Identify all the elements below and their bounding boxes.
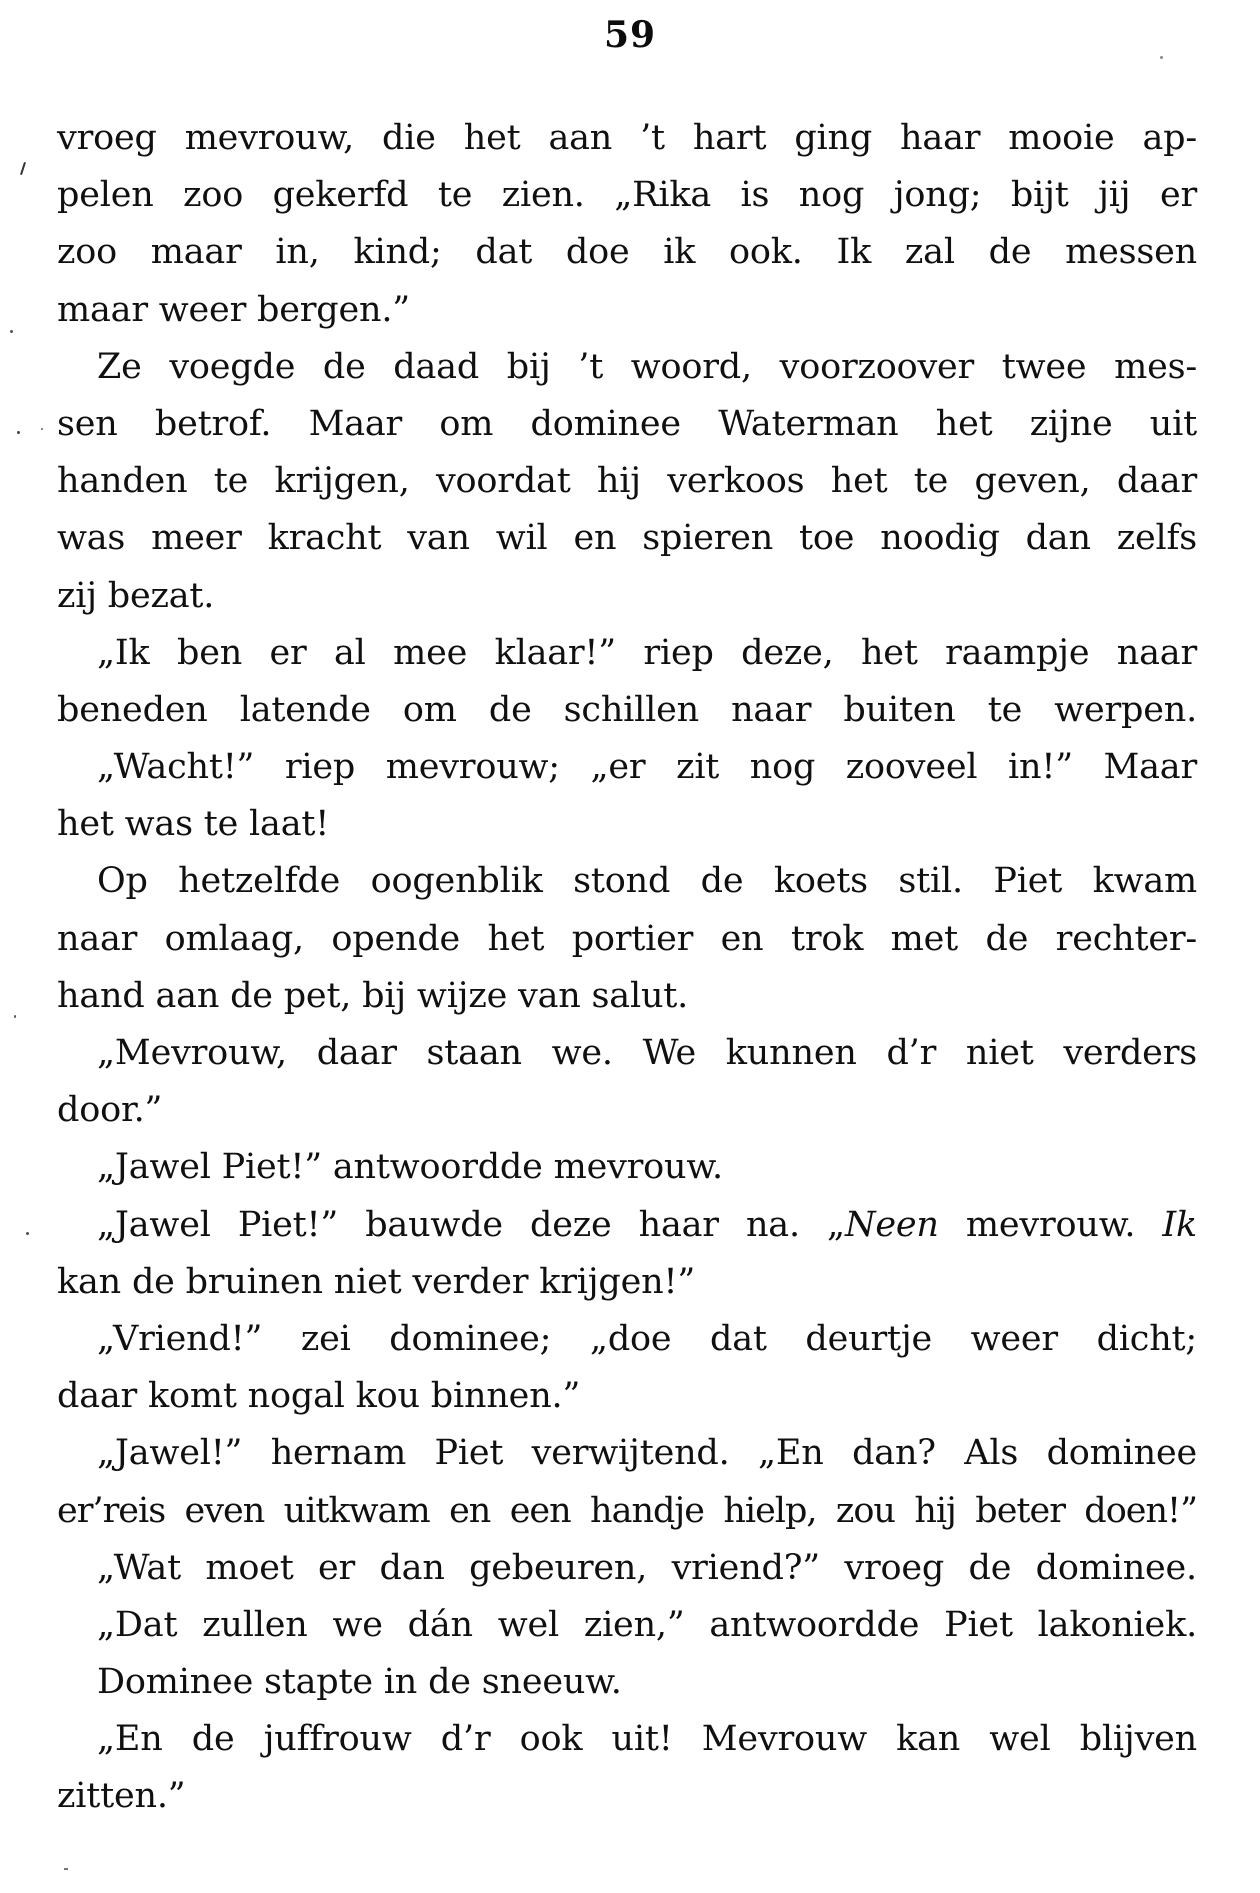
- text-line: [57, 339, 1197, 396]
- page-number: 59: [603, 14, 657, 56]
- text-segment: vroeg mevrouw, die het aan ’t hart ging haar mooie ap-: [57, 118, 1197, 158]
- scan-artifact: [26, 1232, 29, 1235]
- text-segment: „Jawel!” hernam Piet verwijtend. „En dan? Als dominee: [97, 1433, 1197, 1474]
- text-line: [57, 1254, 1197, 1311]
- text-line: [57, 282, 1197, 339]
- text-line: [57, 1311, 1197, 1368]
- text-segment: sen betrof. Maar om dominee Waterman het zijne uit: [57, 403, 1197, 444]
- text-line: [57, 625, 1197, 682]
- text-segment: „Ik ben er al mee klaar!” riep deze, het raampje naar: [97, 632, 1197, 673]
- scan-artifact: [20, 162, 26, 175]
- text-segment: kan de bruinen niet verder krijgen!”: [57, 1261, 696, 1302]
- scan-artifact: [1160, 56, 1163, 59]
- text-segment: naar omlaag, opende het portier en trok met de rechter-: [57, 918, 1197, 959]
- scan-artifact: [17, 431, 20, 434]
- text-block: [57, 110, 1197, 1826]
- scan-artifact: [14, 1015, 16, 1018]
- text-segment: Ze voegde de daad bij ’t woord, voorzoover twee mes-: [97, 346, 1197, 387]
- text-segment: was meer kracht van wil en spieren toe noodig dan zelfs: [57, 518, 1197, 559]
- text-segment: hand aan de pet, bij wijze van salut.: [57, 975, 689, 1016]
- text-line: [57, 1025, 1197, 1082]
- text-line: [57, 396, 1197, 453]
- text-segment: beneden latende om de schillen naar buiten te werpen.: [57, 689, 1197, 730]
- text-segment: „Vriend!” zei dominee; „doe dat deurtje weer dicht;: [97, 1318, 1197, 1359]
- text-segment: „Jawel Piet!” antwoordde mevrouw.: [97, 1147, 723, 1188]
- text-line: [57, 682, 1197, 739]
- text-segment: Op hetzelfde oogenblik stond de koets stil. Piet kwam: [97, 861, 1197, 902]
- text-segment: „Wat moet er dan gebeuren, vriend?” vroeg de dominee.: [97, 1547, 1197, 1588]
- scan-artifact: [10, 330, 13, 333]
- text-line: [57, 510, 1197, 567]
- text-line: [57, 1425, 1197, 1482]
- text-line: [57, 1711, 1197, 1768]
- text-line: [57, 1654, 1197, 1711]
- text-line: [57, 911, 1197, 968]
- text-line: [57, 853, 1197, 910]
- text-line: [57, 224, 1197, 281]
- text-line: [57, 739, 1197, 796]
- text-segment: daar komt nogal kou binnen.”: [57, 1376, 581, 1417]
- scan-artifact: [64, 1868, 68, 1870]
- text-segment: Dominee stapte in de sneeuw.: [97, 1662, 622, 1703]
- text-line: [57, 1368, 1197, 1425]
- text-segment: mevrouw.: [938, 1204, 1163, 1245]
- text-segment: pelen zoo gekerfd te zien. „Rika is nog jong; bijt jij er: [57, 175, 1197, 216]
- text-line: [57, 1597, 1197, 1654]
- text-segment: door.”: [57, 1090, 163, 1131]
- text-segment: „Mevrouw, daar staan we. We kunnen d’r niet verders: [97, 1033, 1197, 1073]
- italic-text: Ik: [1162, 1204, 1198, 1245]
- text-line: [57, 1197, 1197, 1254]
- text-segment: „Wacht!” riep mevrouw; „er zit nog zooveel in!” Maar: [97, 747, 1197, 788]
- text-segment: maar weer bergen.”: [57, 289, 410, 330]
- text-line: [57, 453, 1197, 510]
- text-line: [57, 1768, 1197, 1825]
- text-line: [57, 167, 1197, 224]
- italic-text: Neen: [844, 1204, 939, 1245]
- text-segment: het was te laat!: [57, 804, 330, 845]
- text-segment: er’reis even uitkwam en een handje hielp, zou hij beter doen!”: [57, 1490, 1197, 1531]
- text-line: [57, 568, 1197, 625]
- text-line: [57, 1082, 1197, 1139]
- text-line: [57, 796, 1197, 853]
- text-segment: „Dat zullen we dán wel zien,” antwoordde Piet lakoniek.: [97, 1604, 1197, 1645]
- text-line: [57, 968, 1197, 1025]
- text-segment: „Jawel Piet!” bauwde deze haar na. „: [97, 1204, 845, 1245]
- text-segment: handen te krijgen, voordat hij verkoos het te geven, daar: [57, 461, 1197, 502]
- text-line: [57, 110, 1197, 167]
- text-segment: zoo maar in, kind; dat doe ik ook. Ik zal de messen: [57, 232, 1197, 273]
- text-line: [57, 1139, 1197, 1196]
- scan-artifact: [41, 428, 43, 430]
- text-segment: zitten.”: [57, 1776, 186, 1817]
- text-segment: „En de juffrouw d’r ook uit! Mevrouw kan wel blijven: [97, 1719, 1197, 1760]
- text-segment: zij bezat.: [57, 575, 215, 616]
- text-line: [57, 1483, 1197, 1540]
- text-line: [57, 1540, 1197, 1597]
